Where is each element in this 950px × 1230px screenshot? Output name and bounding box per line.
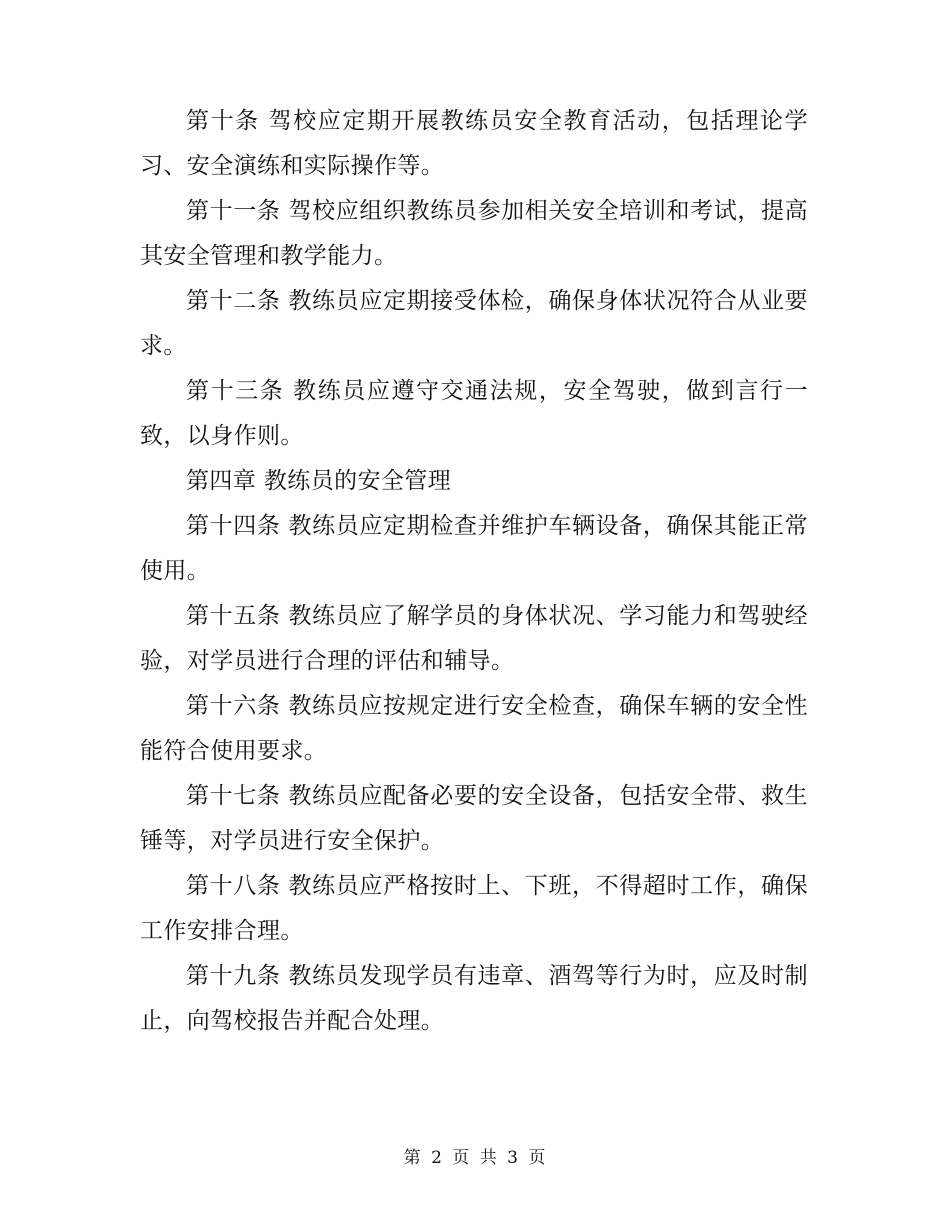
article-19-paragraph: 第十九条 教练员发现学员有违章、酒驾等行为时，应及时制止，向驾校报告并配合处理。 <box>140 963 808 1034</box>
article-15-paragraph: 第十五条 教练员应了解学员的身体状况、学习能力和驾驶经验，对学员进行合理的评估和辅导。 <box>140 603 808 674</box>
document-body <box>140 99 808 1044</box>
article-14-paragraph: 第十四条 教练员应定期检查并维护车辆设备，确保其能正常使用。 <box>140 513 808 584</box>
article-16-paragraph: 第十六条 教练员应按规定进行安全检查，确保车辆的安全性能符合使用要求。 <box>140 693 808 764</box>
article-18-paragraph: 第十八条 教练员应严格按时上、下班，不得超时工作，确保工作安排合理。 <box>140 873 808 944</box>
article-17-paragraph: 第十七条 教练员应配备必要的安全设备，包括安全带、救生锤等，对学员进行安全保护。 <box>140 783 808 854</box>
article-11-paragraph: 第十一条 驾校应组织教练员参加相关安全培训和考试，提高其安全管理和教学能力。 <box>140 198 808 269</box>
article-10-paragraph: 第十条 驾校应定期开展教练员安全教育活动，包括理论学习、安全演练和实际操作等。 <box>140 108 808 179</box>
page-number-footer: 第 2 页 共 3 页 <box>403 1148 547 1168</box>
chapter-4-heading: 第四章 教练员的安全管理 <box>186 468 452 494</box>
article-12-paragraph: 第十二条 教练员应定期接受体检，确保身体状况符合从业要求。 <box>140 288 808 359</box>
article-13-paragraph: 第十三条 教练员应遵守交通法规，安全驾驶，做到言行一致，以身作则。 <box>140 378 808 449</box>
